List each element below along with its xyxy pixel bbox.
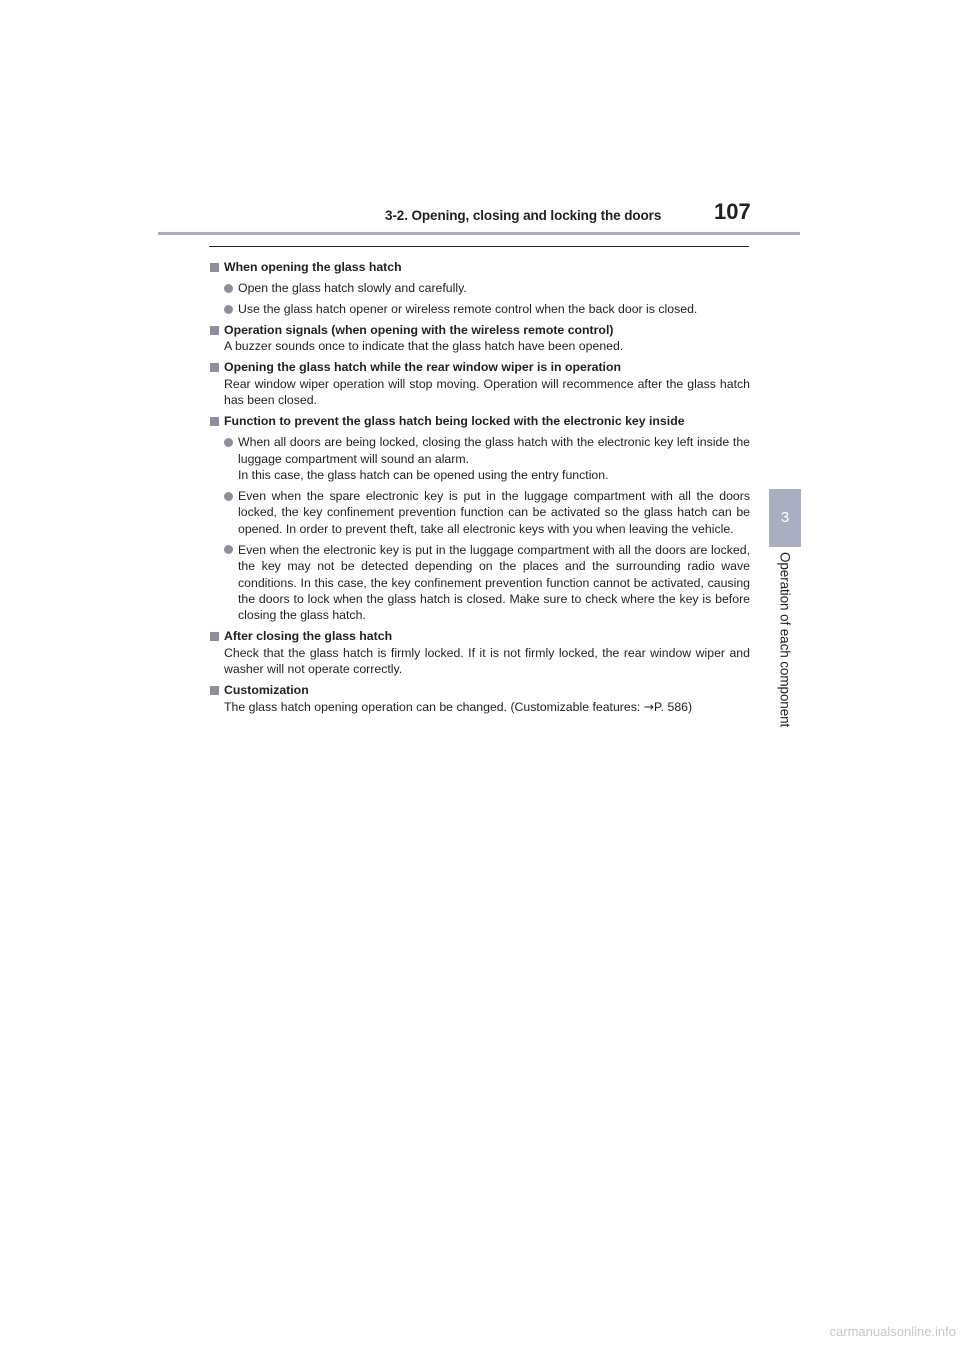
list-item: Open the glass hatch slowly and carefully. bbox=[209, 280, 750, 296]
header-rule bbox=[158, 232, 800, 235]
content-rule bbox=[209, 246, 749, 247]
header-title: 3-2. Opening, closing and locking the doors bbox=[385, 208, 662, 223]
square-bullet-icon bbox=[210, 417, 219, 426]
square-bullet-icon bbox=[210, 632, 219, 641]
section-title: Opening the glass hatch while the rear window wiper is in operation bbox=[209, 359, 750, 375]
page-number: 107 bbox=[714, 199, 751, 224]
section-body: Rear window wiper operation will stop moving. Operation will recommence after the glass hatch has been closed. bbox=[224, 376, 750, 408]
section-rear-wiper bbox=[209, 359, 750, 408]
circle-bullet-icon bbox=[224, 438, 233, 447]
square-bullet-icon bbox=[210, 686, 219, 695]
section-title: After closing the glass hatch bbox=[209, 628, 750, 644]
circle-bullet-icon bbox=[224, 492, 233, 501]
watermark: carmanualsonline.info bbox=[829, 1324, 956, 1339]
section-title: Operation signals (when opening with the wireless remote control) bbox=[209, 322, 750, 338]
square-bullet-icon bbox=[210, 326, 219, 335]
chapter-number-tab: 3 bbox=[769, 489, 801, 547]
section-body: The glass hatch opening operation can be changed. (Customizable features: →P. 586) bbox=[224, 699, 693, 714]
square-bullet-icon bbox=[210, 263, 219, 272]
section-customization bbox=[209, 682, 750, 715]
square-bullet-icon bbox=[210, 363, 219, 372]
section-key-inside-prevention bbox=[209, 413, 750, 624]
section-title: When opening the glass hatch bbox=[209, 259, 750, 275]
chapter-title: Operation of each component bbox=[777, 552, 793, 728]
list-item: When all doors are being locked, closing the glass hatch with the electronic key left inside the luggage compartment will sound an alarm. In this case, the glass hatch can be opened using the entry function. bbox=[209, 434, 750, 483]
section-body: A buzzer sounds once to indicate that the glass hatch have been opened. bbox=[224, 339, 624, 354]
section-title: Customization bbox=[209, 682, 750, 698]
circle-bullet-icon bbox=[224, 284, 233, 293]
section-title: Function to prevent the glass hatch being locked with the electronic key inside bbox=[209, 413, 750, 429]
section-operation-signals bbox=[209, 322, 750, 355]
circle-bullet-icon bbox=[224, 305, 233, 314]
section-after-closing bbox=[209, 628, 750, 677]
list-item: Use the glass hatch opener or wireless remote control when the back door is closed. bbox=[209, 301, 750, 317]
list-item: Even when the electronic key is put in the luggage compartment with all the doors are locked, the key may not be detected depending on the places and the surrounding radio wave conditions. In this case, the key confinement prevention function cannot be activated, causing the doors to lock when the glass hatch is closed. Make sure to check where the key is before closing the glass hatch. bbox=[209, 542, 750, 624]
content bbox=[209, 259, 750, 720]
circle-bullet-icon bbox=[224, 545, 233, 554]
list-item: Even when the spare electronic key is put in the luggage compartment with all the doors locked, the key confinement prevention function can be activated so the glass hatch can be opened. In order to prevent theft, take all electronic keys with you when leaving the vehicle. bbox=[209, 488, 750, 537]
arrow-right-icon: → bbox=[643, 699, 655, 714]
page-reference-link[interactable]: P. 586) bbox=[654, 699, 693, 714]
section-opening-glass-hatch bbox=[209, 259, 750, 317]
section-body: Check that the glass hatch is firmly locked. If it is not firmly locked, the rear window wiper and washer will not operate correctly. bbox=[224, 645, 750, 677]
